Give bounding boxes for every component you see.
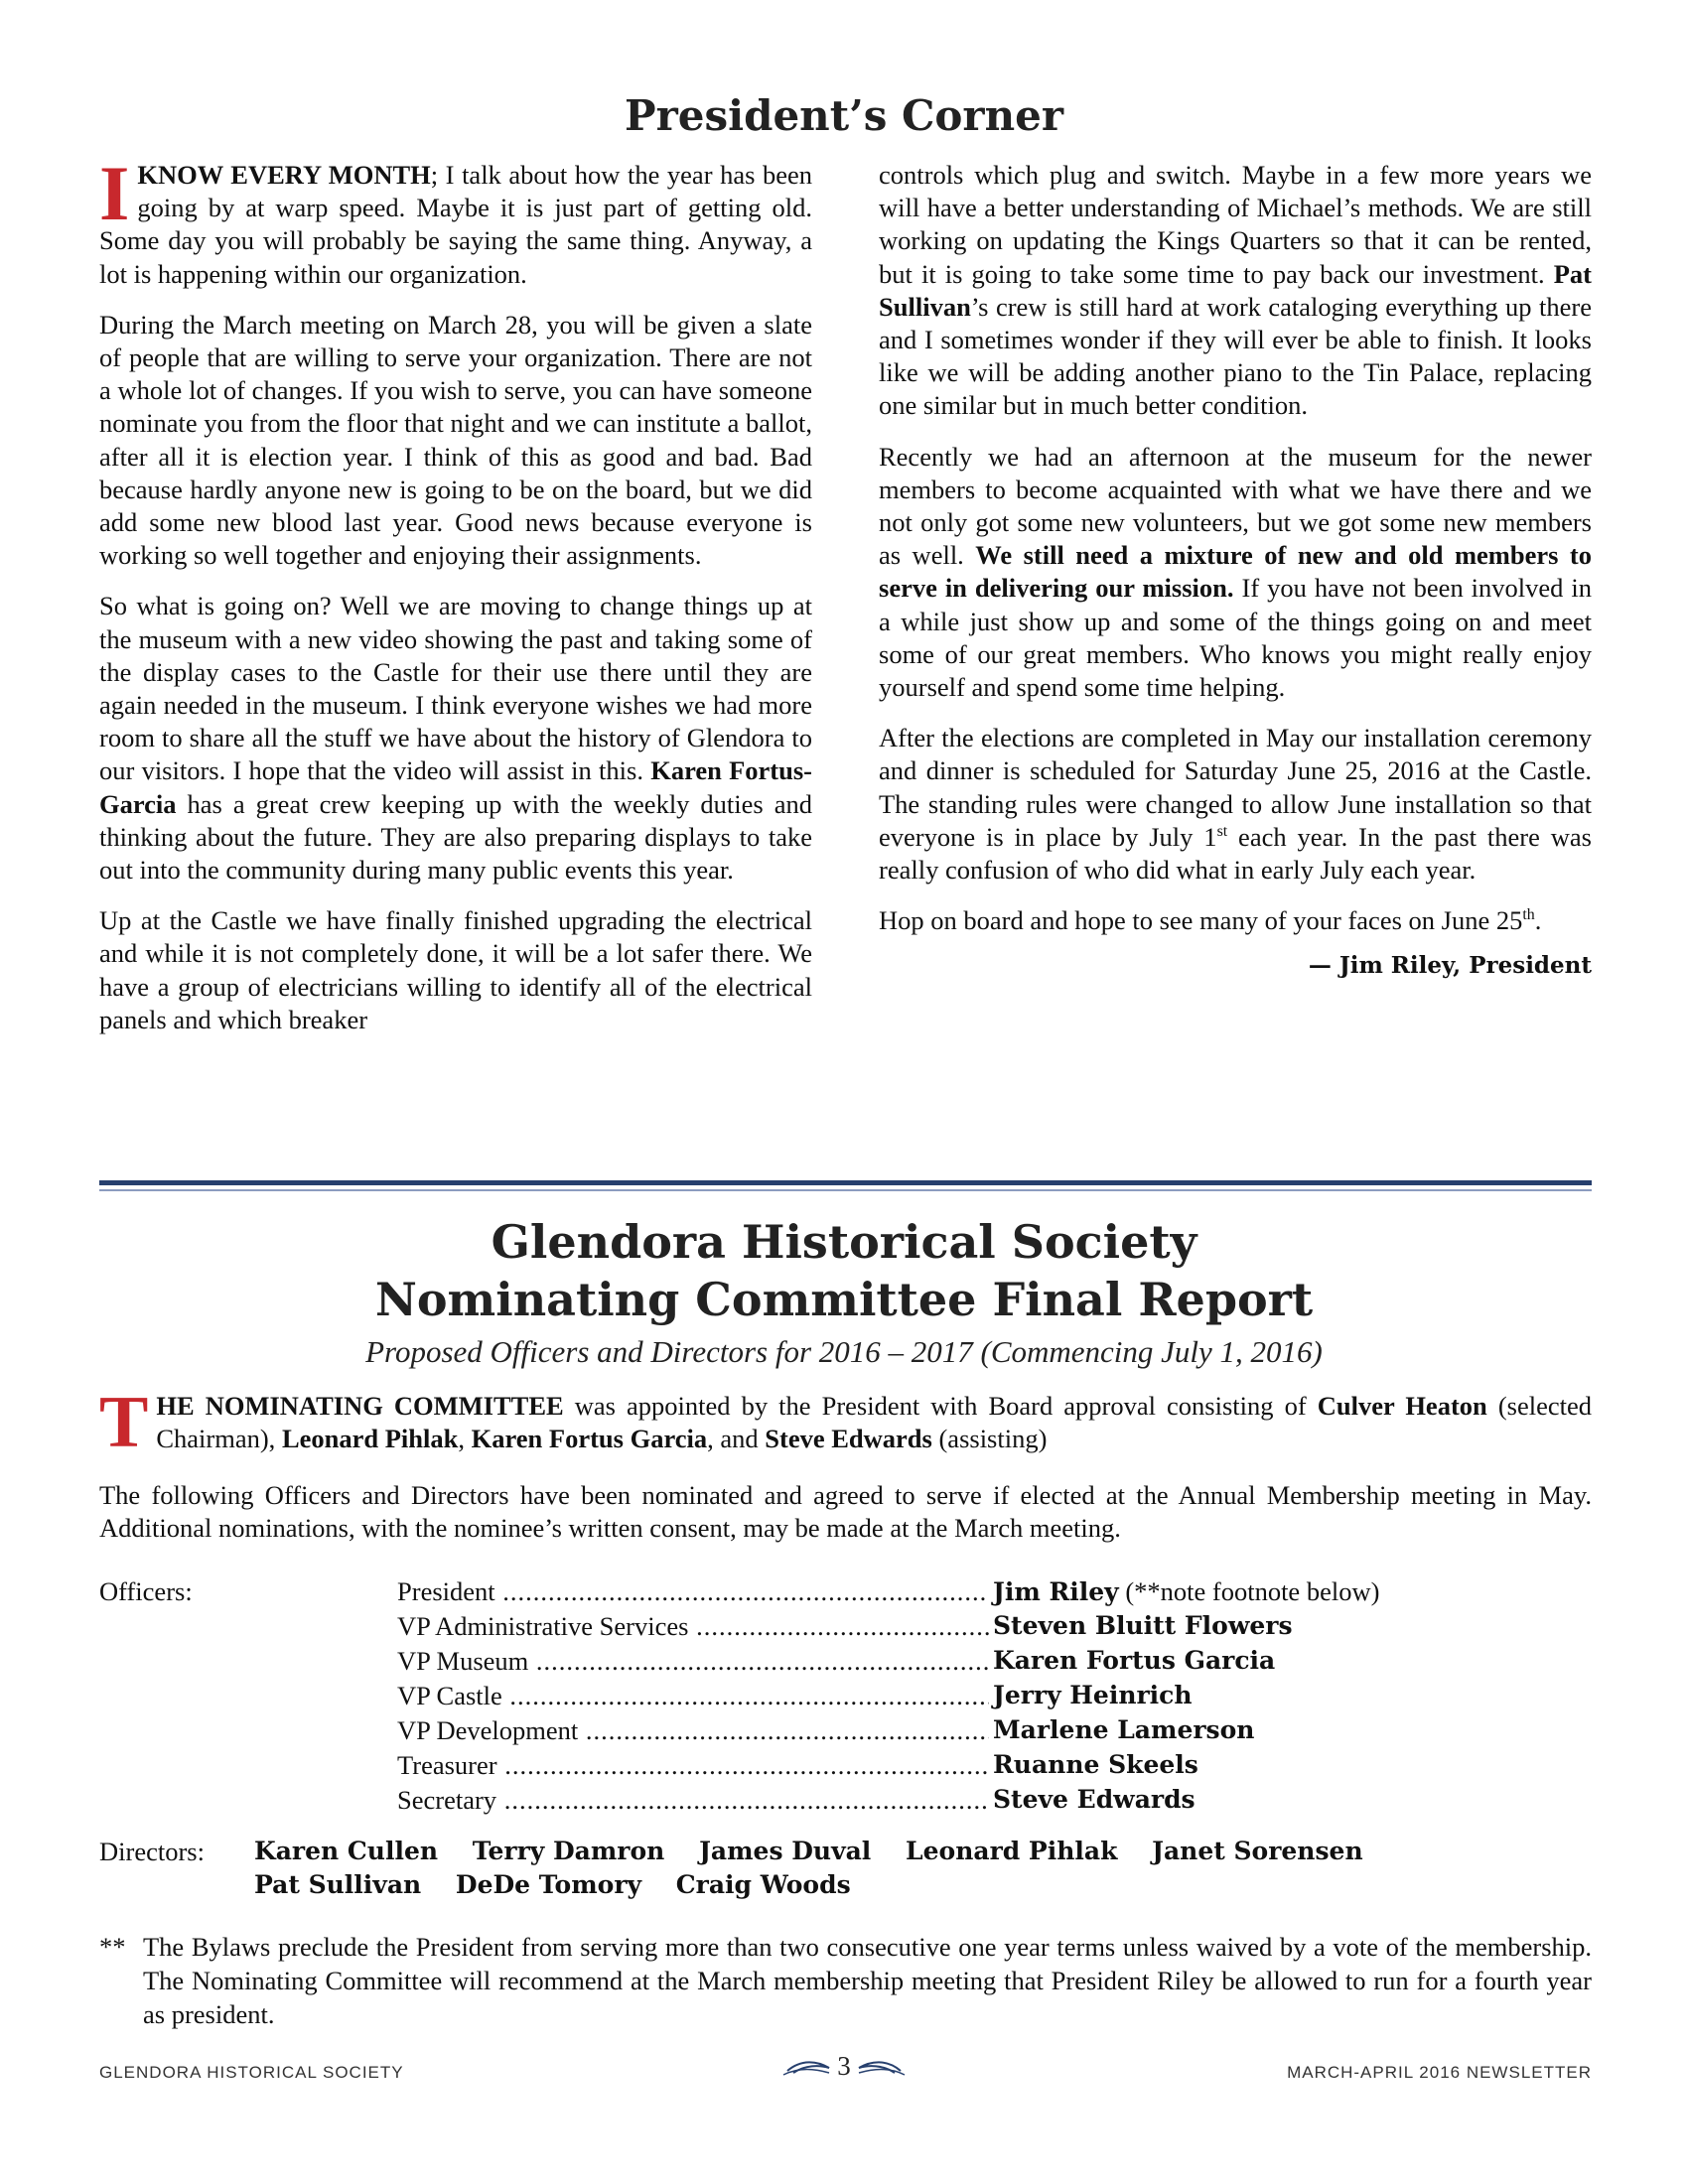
paragraph: During the March meeting on March 28, you will be given a slate of people that are willing to serve your organization. There are not a whole lot of changes. If you wish to serve, you can have someone nominate you from the floor that night and we can institute a ballot, after all it is election year. I think of this as good and bad. Bad because hardly anyone new is going to be on the board, but we did add some new blood last year. Good news because everyone is working so well together and enjoying their assignments. (99, 309, 812, 571)
emphasis: We still need a mixture of new and old members to serve in delivering our mission. (879, 540, 1593, 604)
page-title: President’s Corner (625, 91, 1063, 140)
officer-role: VP Administrative Services ..... (397, 1609, 989, 1644)
officer-name: Jerry Heinrich (993, 1681, 1193, 1709)
officers-label: Officers: (99, 1576, 193, 1606)
officer-role: Secretary ..... (397, 1783, 989, 1818)
paragraph: IKNOW EVERY MONTH; I talk about how the year has been going by at warp speed. Maybe it is just part of getting old. Some day you will probably be saying the same thing. Anyway, a lot is happening within our organization. (99, 150, 812, 289)
paragraph: Recently we had an afternoon at the museum for the newer members to become acquainted with what we have there and we not only got some new volunteers, but we got some new members as well. We still need a mixture of new and old members to serve in delivering our mission. If you have not been involved in a while just show up and some of the things going on and meet some of our great members. Who knows you might really enjoy yourself and spend some time helping. (879, 441, 1593, 703)
officer-row (397, 1748, 1489, 1783)
director-name: Leonard Pihlak (906, 1837, 1118, 1865)
president-column-right (879, 159, 1592, 1001)
director-name: Craig Woods (675, 1870, 851, 1899)
footer-org-name: GLENDORA HISTORICAL SOCIETY (99, 2063, 404, 2082)
officer-row (397, 1679, 1489, 1713)
paragraph: controls which plug and switch. Maybe in a few more years we will have a better understanding of Michael’s methods. We are still working on updating the Kings Quarters so that it can be rented, but it is going to take some time to pay back our investment. Pat Sullivan’s crew is still hard at work cataloging everything up there and I sometimes wonder if they will ever be able to finish. It looks like we will be adding another piano to the Tin Palace, replacing one similar but in much better condition. (879, 160, 1592, 421)
lead-in: HE NOMINATING COMMITTEE (156, 1391, 564, 1421)
section-divider-thin (99, 1189, 1592, 1191)
officer-name: Steven Bluitt Flowers (993, 1611, 1293, 1640)
president-column-left (99, 150, 812, 1054)
director-name: James Duval (699, 1837, 872, 1865)
lead-in: KNOW EVERY MONTH (137, 160, 431, 190)
person-name: Pat Sullivan (879, 258, 1592, 322)
directors-label: Directors: (99, 1837, 205, 1866)
director-name: Karen Cullen (254, 1837, 439, 1865)
director-name: Terry Damron (472, 1837, 665, 1865)
drop-cap: I (99, 150, 130, 236)
page-number: 3 (837, 2051, 851, 2081)
officer-role: VP Development ..... (397, 1713, 989, 1748)
footnote-mark: ** (99, 1932, 126, 1962)
officer-row (397, 1783, 1489, 1818)
directors-row (254, 1868, 877, 1902)
paragraph: After the elections are completed in May our installation ceremony and dinner is scheduled for Saturday June 25, 2016 at the Castle. The standing rules were changed to allow June installation so that everyone is in place by July 1st each year. In the past there was really confusion of who did what in early July each year. (879, 723, 1592, 886)
committee-intro: THE NOMINATING COMMITTEE was appointed by the President with Board approval consisting of Culver Heaton (selected Chairman), Leonard Pihlak, Karen Fortus Garcia, and Steve Edwards (assisting) (99, 1382, 1592, 1463)
footnote-text: The Bylaws preclude the President from serving more than two consecutive one year terms unless waived by a vote of the membership. The Nominating Committee will recommend at the March membership meeting that President Riley be allowed to run for a fourth year as president. (143, 1932, 1592, 2029)
paragraph: Up at the Castle we have finally finished upgrading the electrical and while it is not completely done, it will be a lot safer there. We have a group of electricians willing to identify all of the electrical panels and which breaker (99, 905, 812, 1034)
directors-row (254, 1835, 1389, 1868)
officer-row (397, 1713, 1489, 1748)
director-name: DeDe Tomory (455, 1870, 642, 1899)
signature: — Jim Riley, President (1308, 952, 1592, 980)
director-name: Pat Sullivan (254, 1870, 422, 1899)
officer-name: Steve Edwards (993, 1785, 1196, 1814)
footer-issue: MARCH-APRIL 2016 NEWSLETTER (1287, 2063, 1592, 2082)
officer-row (397, 1574, 1489, 1609)
paragraph: Hop on board and hope to see many of your faces on June 25th. (879, 905, 1542, 936)
nomination-paragraph: The following Officers and Directors have been nominated and agreed to serve if elected at the Annual Membership meeting in May. Additional nominations, with the nominee’s written consent, may be made at the March meeting. (99, 1480, 1592, 1543)
drop-cap: T (99, 1382, 149, 1463)
officer-name: Ruanne Skeels (993, 1750, 1198, 1779)
officer-row (397, 1644, 1489, 1679)
report-subtitle: Proposed Officers and Directors for 2016 – 2017 (Commencing July 1, 2016) (365, 1334, 1323, 1369)
officer-name: Marlene Lamerson (993, 1715, 1255, 1744)
paragraph: So what is going on? Well we are moving to change things up at the museum with a new video showing the past and taking some of the display cases to the Castle for their use there until they are again needed in the museum. I think everyone wishes we had more room to share all the stuff we have about the history of Glendora to our visitors. I hope that the video will assist in this. Karen Fortus-Garcia has a great crew keeping up with the weekly duties and thinking about the future. They are also preparing displays to take out into the community during many public events this year. (99, 591, 812, 886)
officer-name: Karen Fortus Garcia (993, 1646, 1276, 1675)
officer-name: Jim Riley (**note footnote below) (993, 1576, 1380, 1606)
officer-role: VP Museum ..... (397, 1644, 989, 1679)
director-name: Janet Sorensen (1152, 1837, 1363, 1865)
page-number-ornament (779, 2051, 909, 2085)
person-name: Karen Fortus-Garcia (99, 755, 812, 819)
officer-role: President ..... (397, 1574, 989, 1609)
officer-row (397, 1609, 1489, 1644)
officer-role: VP Castle ..... (397, 1679, 989, 1713)
officer-role: Treasurer ..... (397, 1748, 989, 1783)
report-title: Glendora Historical Society Nominating Committee Final Report (374, 1215, 1314, 1326)
section-divider (99, 1180, 1592, 1185)
